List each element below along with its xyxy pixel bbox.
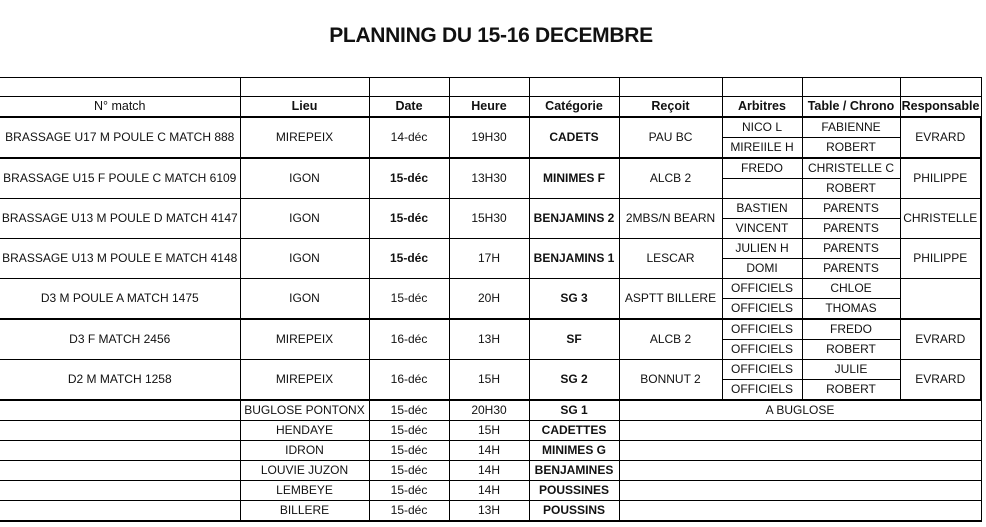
- match-name-cell[interactable]: [0, 501, 240, 522]
- match-name-cell[interactable]: [0, 441, 240, 461]
- heure-cell[interactable]: 20H30: [449, 400, 529, 421]
- date-cell[interactable]: 15-déc: [369, 199, 449, 239]
- arbitre-cell[interactable]: NICO L: [722, 117, 802, 138]
- heure-cell[interactable]: 15H: [449, 421, 529, 441]
- categorie-cell[interactable]: SF: [529, 319, 619, 360]
- recoit-cell[interactable]: LESCAR: [619, 239, 722, 279]
- table-chrono-cell[interactable]: THOMAS: [802, 299, 900, 320]
- cell[interactable]: [0, 78, 240, 97]
- match-row: [0, 360, 981, 380]
- table-chrono-cell[interactable]: FREDO: [802, 319, 900, 340]
- header-responsable[interactable]: Responsable: [900, 97, 981, 118]
- heure-cell[interactable]: 14H: [449, 441, 529, 461]
- categorie-cell[interactable]: SG 1: [529, 400, 619, 421]
- heure-cell[interactable]: 13H30: [449, 158, 529, 199]
- categorie-cell[interactable]: POUSSINS: [529, 501, 619, 522]
- arbitre-cell[interactable]: OFFICIELS: [722, 380, 802, 401]
- cell[interactable]: [529, 78, 619, 97]
- recoit-cell[interactable]: BONNUT 2: [619, 360, 722, 401]
- header-categorie[interactable]: Catégorie: [529, 97, 619, 118]
- header-recoit[interactable]: Reçoit: [619, 97, 722, 118]
- header-date[interactable]: Date: [369, 97, 449, 118]
- match-row: [0, 319, 981, 340]
- table-chrono-cell[interactable]: PARENTS: [802, 259, 900, 279]
- header-table-chrono[interactable]: Table / Chrono: [802, 97, 900, 118]
- lieu-cell[interactable]: MIREPEIX: [240, 319, 369, 360]
- match-name-cell[interactable]: [0, 461, 240, 481]
- cell[interactable]: [722, 78, 802, 97]
- match-row: [0, 117, 981, 138]
- recoit-cell[interactable]: ALCB 2: [619, 319, 722, 360]
- categorie-cell[interactable]: SG 2: [529, 360, 619, 401]
- recoit-cell[interactable]: PAU BC: [619, 117, 722, 158]
- away-row: [0, 481, 981, 501]
- match-name-cell[interactable]: BRASSAGE U17 M POULE C MATCH 888: [0, 117, 240, 158]
- arbitre-cell[interactable]: VINCENT: [722, 219, 802, 239]
- heure-cell[interactable]: 17H: [449, 239, 529, 279]
- cell[interactable]: [240, 78, 369, 97]
- heure-cell[interactable]: 14H: [449, 481, 529, 501]
- categorie-cell[interactable]: MINIMES G: [529, 441, 619, 461]
- table-chrono-cell[interactable]: ROBERT: [802, 179, 900, 199]
- cell[interactable]: [802, 78, 900, 97]
- table-chrono-cell[interactable]: PARENTS: [802, 199, 900, 219]
- away-row: [0, 501, 981, 522]
- header-heure[interactable]: Heure: [449, 97, 529, 118]
- lieu-cell[interactable]: MIREPEIX: [240, 360, 369, 401]
- date-cell[interactable]: 15-déc: [369, 421, 449, 441]
- heure-cell[interactable]: 15H: [449, 360, 529, 401]
- match-name-cell[interactable]: [0, 400, 240, 421]
- date-cell[interactable]: 15-déc: [369, 461, 449, 481]
- lieu-cell[interactable]: IDRON: [240, 441, 369, 461]
- header-match[interactable]: N° match: [0, 97, 240, 118]
- away-row: [0, 441, 981, 461]
- table-chrono-cell[interactable]: PARENTS: [802, 239, 900, 259]
- categorie-cell[interactable]: MINIMES F: [529, 158, 619, 199]
- match-row: [0, 239, 981, 259]
- heure-cell[interactable]: 13H: [449, 501, 529, 522]
- heure-cell[interactable]: 14H: [449, 461, 529, 481]
- arbitre-cell[interactable]: DOMI: [722, 259, 802, 279]
- lieu-cell[interactable]: IGON: [240, 158, 369, 199]
- categorie-cell[interactable]: POUSSINES: [529, 481, 619, 501]
- responsable-cell[interactable]: [900, 279, 981, 320]
- table-chrono-cell[interactable]: CHRISTELLE C: [802, 158, 900, 179]
- responsable-cell[interactable]: EVRARD: [900, 117, 981, 158]
- lieu-cell[interactable]: IGON: [240, 239, 369, 279]
- heure-cell[interactable]: 13H: [449, 319, 529, 360]
- away-row: [0, 461, 981, 481]
- table-chrono-cell[interactable]: ROBERT: [802, 380, 900, 401]
- away-row: [0, 421, 981, 441]
- arbitre-cell[interactable]: OFFICIELS: [722, 299, 802, 320]
- lieu-cell[interactable]: HENDAYE: [240, 421, 369, 441]
- match-name-cell[interactable]: BRASSAGE U13 M POULE E MATCH 4148: [0, 239, 240, 279]
- table-chrono-cell[interactable]: CHLOE: [802, 279, 900, 299]
- page-title: PLANNING DU 15-16 DECEMBRE: [329, 24, 653, 47]
- match-name-cell[interactable]: D2 M MATCH 1258: [0, 360, 240, 401]
- recoit-cell[interactable]: 2MBS/N BEARN: [619, 199, 722, 239]
- match-name-cell[interactable]: D3 M POULE A MATCH 1475: [0, 279, 240, 320]
- table-chrono-cell[interactable]: ROBERT: [802, 340, 900, 360]
- match-row: [0, 199, 981, 219]
- note-cell[interactable]: [619, 421, 981, 441]
- lieu-cell[interactable]: IGON: [240, 279, 369, 320]
- away-row: [0, 400, 981, 421]
- date-cell[interactable]: 15-déc: [369, 501, 449, 522]
- arbitre-cell[interactable]: OFFICIELS: [722, 319, 802, 340]
- responsable-cell[interactable]: CHRISTELLE: [900, 199, 981, 239]
- categorie-cell[interactable]: BENJAMINES: [529, 461, 619, 481]
- responsable-cell[interactable]: PHILIPPE: [900, 158, 981, 199]
- date-cell[interactable]: 15-déc: [369, 279, 449, 320]
- recoit-cell[interactable]: ASPTT BILLERE: [619, 279, 722, 320]
- categorie-cell[interactable]: BENJAMINS 2: [529, 199, 619, 239]
- categorie-cell[interactable]: CADETTES: [529, 421, 619, 441]
- responsable-cell[interactable]: EVRARD: [900, 319, 981, 360]
- arbitre-cell[interactable]: OFFICIELS: [722, 279, 802, 299]
- match-row: [0, 279, 981, 299]
- match-name-cell[interactable]: [0, 421, 240, 441]
- date-cell[interactable]: 15-déc: [369, 441, 449, 461]
- header-row: [0, 97, 981, 118]
- categorie-cell[interactable]: CADETS: [529, 117, 619, 158]
- heure-cell[interactable]: 19H30: [449, 117, 529, 158]
- date-cell[interactable]: 15-déc: [369, 239, 449, 279]
- date-cell[interactable]: 16-déc: [369, 319, 449, 360]
- categorie-cell[interactable]: BENJAMINS 1: [529, 239, 619, 279]
- table-chrono-cell[interactable]: PARENTS: [802, 219, 900, 239]
- lieu-cell[interactable]: BUGLOSE PONTONX: [240, 400, 369, 421]
- cell[interactable]: [369, 78, 449, 97]
- note-cell[interactable]: [619, 481, 981, 501]
- cell[interactable]: [900, 78, 981, 97]
- date-cell[interactable]: 14-déc: [369, 117, 449, 158]
- cell[interactable]: [449, 78, 529, 97]
- recoit-cell[interactable]: ALCB 2: [619, 158, 722, 199]
- note-cell[interactable]: [619, 501, 981, 522]
- arbitre-cell[interactable]: OFFICIELS: [722, 340, 802, 360]
- arbitre-cell[interactable]: BASTIEN: [722, 199, 802, 219]
- arbitre-cell[interactable]: JULIEN H: [722, 239, 802, 259]
- cell[interactable]: [619, 78, 722, 97]
- blank-row: [0, 78, 981, 97]
- date-cell[interactable]: 15-déc: [369, 481, 449, 501]
- categorie-cell[interactable]: SG 3: [529, 279, 619, 320]
- match-name-cell[interactable]: BRASSAGE U13 M POULE D MATCH 4147: [0, 199, 240, 239]
- match-name-cell[interactable]: BRASSAGE U15 F POULE C MATCH 6109: [0, 158, 240, 199]
- match-name-cell[interactable]: [0, 481, 240, 501]
- lieu-cell[interactable]: LEMBEYE: [240, 481, 369, 501]
- lieu-cell[interactable]: IGON: [240, 199, 369, 239]
- arbitre-cell[interactable]: [722, 179, 802, 199]
- heure-cell[interactable]: 20H: [449, 279, 529, 320]
- date-cell[interactable]: 15-déc: [369, 158, 449, 199]
- responsable-cell[interactable]: EVRARD: [900, 360, 981, 401]
- match-row: [0, 158, 981, 179]
- lieu-cell[interactable]: LOUVIE JUZON: [240, 461, 369, 481]
- lieu-cell[interactable]: BILLERE: [240, 501, 369, 522]
- header-arbitres[interactable]: Arbitres: [722, 97, 802, 118]
- note-cell[interactable]: [619, 441, 981, 461]
- heure-cell[interactable]: 15H30: [449, 199, 529, 239]
- arbitre-cell[interactable]: OFFICIELS: [722, 360, 802, 380]
- table-chrono-cell[interactable]: FABIENNE: [802, 117, 900, 138]
- table-chrono-cell[interactable]: JULIE: [802, 360, 900, 380]
- arbitre-cell[interactable]: FREDO: [722, 158, 802, 179]
- date-cell[interactable]: 15-déc: [369, 400, 449, 421]
- table-chrono-cell[interactable]: ROBERT: [802, 138, 900, 159]
- match-name-cell[interactable]: D3 F MATCH 2456: [0, 319, 240, 360]
- date-cell[interactable]: 16-déc: [369, 360, 449, 401]
- arbitre-cell[interactable]: MIREIILE H: [722, 138, 802, 159]
- header-lieu[interactable]: Lieu: [240, 97, 369, 118]
- note-cell[interactable]: [619, 461, 981, 481]
- planning-table: [0, 77, 982, 522]
- responsable-cell[interactable]: PHILIPPE: [900, 239, 981, 279]
- note-cell[interactable]: A BUGLOSE: [619, 400, 981, 421]
- lieu-cell[interactable]: MIREPEIX: [240, 117, 369, 158]
